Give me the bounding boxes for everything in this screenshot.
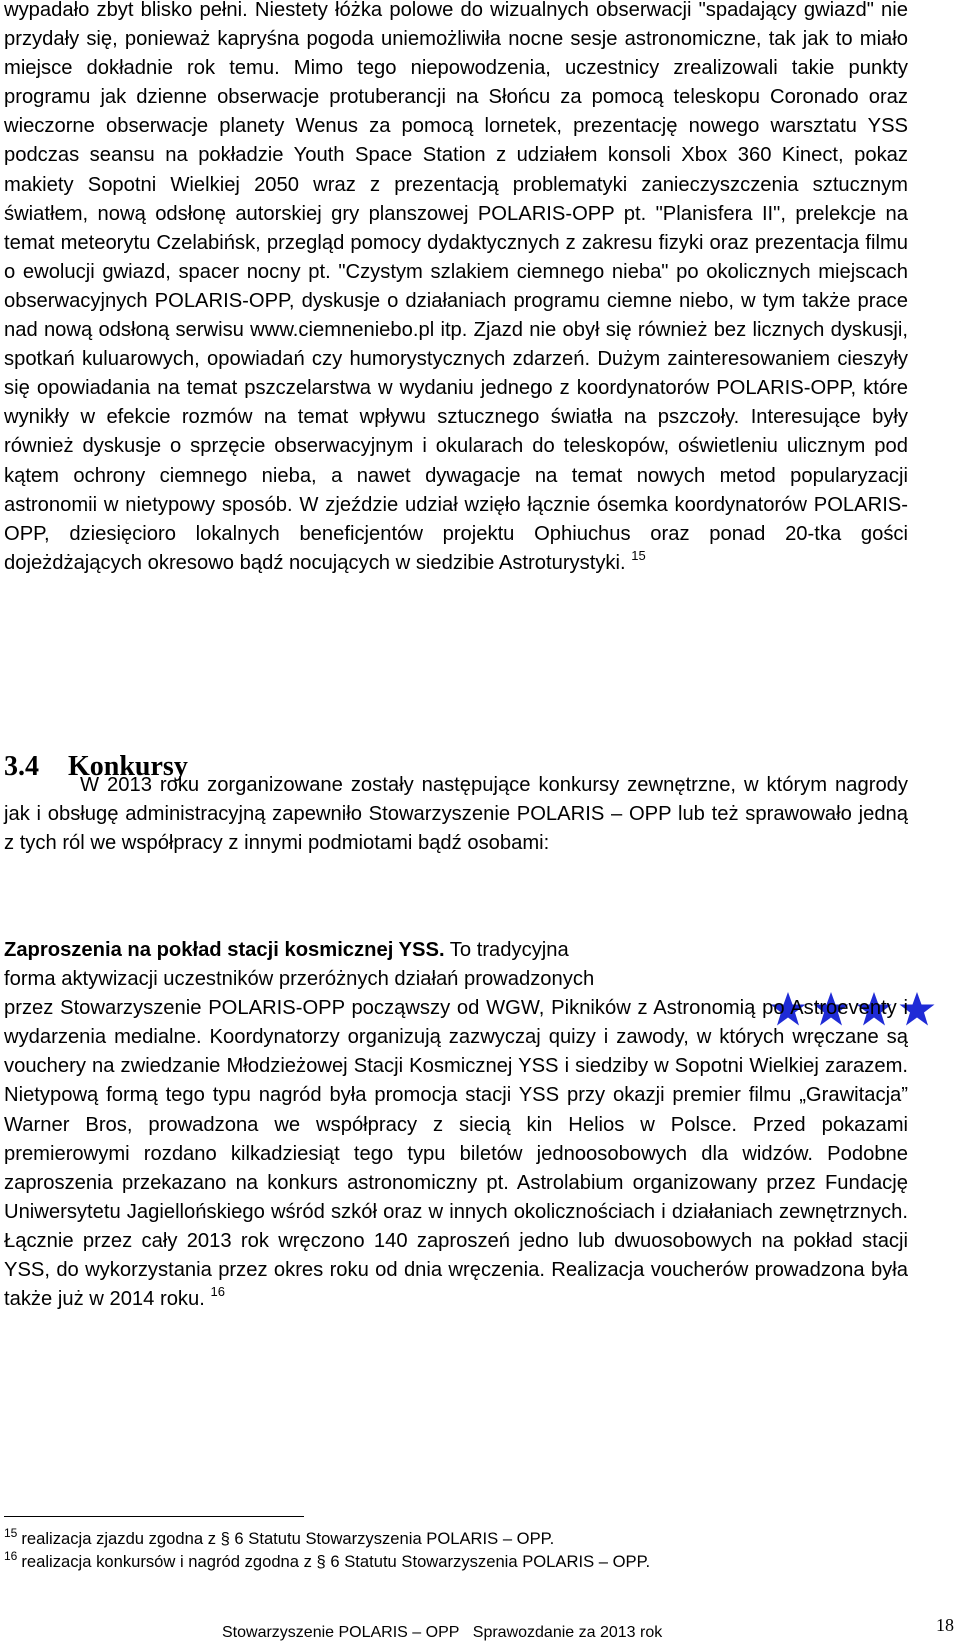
footnote-number: 16	[4, 1549, 18, 1563]
footnote-15	[4, 1528, 554, 1551]
footnote-separator	[4, 1516, 304, 1517]
paragraph-intro	[4, 771, 908, 858]
footnote-number: 15	[4, 1526, 18, 1540]
page-footer	[222, 1622, 662, 1644]
contest-text-line2: forma aktywizacji uczestników przeróżnych działań prowadzonych	[4, 968, 595, 991]
contest-text-rest: przez Stowarzyszenie POLARIS-OPP począwszy od WGW, Pikników z Astronomią po Astroeventy i wydarzenia medialne. Koordynatorzy organizują zazwyczaj quizy i zawody, w których wręczane są vouchery na zwiedzanie Młodzieżowej Stacji Kosmicznej YSS i siedziby w Sopotni Wielkiej zarazem. Nietypową formą tego typu nagród była promocja stacji YSS przy okazji premier filmu „Grawitacja” Warner Bros, prowadzona we współpracy z siecią kin Helios w Polsce. Przed pokazami premierowymi rozdano kilkadziesiąt tego typu biletów jednoosobowych dla widzów. Podobne zaproszenia przekazano na konkurs astronomiczny pt. Astrolabium organizowany przez Fundację Uniwersytetu Jagiellońskiego wśród szkół oraz w innych okolicznościach i działaniach zewnętrznych. Łącznie przez cały 2013 rok wręczono 140 zaproszeń jedno lub dwuosobowych na pokład stacji YSS, do wykorzystania przez okres roku od dnia wręczenia. Realizacja voucherów prowadzona była także już w 2014 roku.	[4, 997, 908, 1311]
contest-text-line1: To tradycyjna	[444, 939, 569, 961]
section-number: 3.4	[4, 751, 39, 782]
footnote-ref-16[interactable]: 16	[210, 1284, 225, 1300]
footer-report: Sprawozdanie za 2013 rok	[472, 1624, 663, 1641]
footnote-ref-15[interactable]: 15	[631, 547, 646, 563]
paragraph-contest	[4, 936, 908, 1314]
paragraph-intro-text: W 2013 roku zorganizowane zostały następujące konkursy zewnętrzne, w którym nagrody jak i obsługę administracyjną zapewniło Stowarzyszenie POLARIS – OPP lub też sprawowało jedną z tych ról we współpracy z innymi podmiotami bądź osobami:	[4, 774, 908, 855]
footnote-text: realizacja zjazdu zgodna z § 6 Statutu Stowarzyszenia POLARIS – OPP.	[21, 1529, 555, 1548]
page-number: 18	[936, 1615, 954, 1635]
footnote-16	[4, 1551, 650, 1574]
section-title: Konkursy	[68, 751, 188, 782]
footnote-text: realizacja konkursów i nagród zgodna z § 6 Statutu Stowarzyszenia POLARIS – OPP.	[21, 1552, 651, 1571]
footer-org: Stowarzyszenie POLARIS – OPP	[222, 1624, 460, 1641]
paragraph-zjazd-text: wypadało zbyt blisko pełni. Niestety łóżka polowe do wizualnych obserwacji "spadający gwiazd" nie przydały się, ponieważ kapryśna pogoda uniemożliwiła nocne sesje astronomiczne, tak jak to miało miejsce dokładnie rok temu. Mimo tego niepowodzenia, uczestnicy zrealizowali takie punkty programu jak dzienne obserwacje protuberancji na Słońcu za pomocą teleskopu Coronado oraz wieczorne obserwacje planety Wenus za pomocą lornetek, prezentację nowego warsztatu YSS podczas seansu na pokładzie Youth Space Station z udziałem konsoli Xbox 360 Kinect, pokaz makiety Sopotni Wielkiej 2050 wraz z prezentacją problematyki zanieczyszczenia sztucznym światłem, nową odsłonę autorskiej gry planszowej POLARIS-OPP pt. "Planisfera II", prelekcje na temat meteorytu Czelabińsk, przegląd pomocy dydaktycznych z zakresu fizyki oraz prezentacja filmu o ewolucji gwiazd, spacer nocny pt. "Czystym szlakiem ciemnego nieba" po okolicznych miejscach obserwacyjnych POLARIS-OPP, dyskusje o działaniach programu ciemne niebo, w tym także prace nad nową odsłoną serwisu www.ciemneniebo.pl itp. Zjazd nie obył się również bez licznych dyskusji, spotkań kuluarowych, opowiadań czy humorystycznych zdarzeń. Dużym zainteresowaniem cieszyły się opowiadania na temat pszczelarstwa w wydaniu jednego z koordynatorów POLARIS-OPP, które wynikły w efekcie rozmów na temat wpływu sztucznego światła na pszczoły. Interesujące były również dyskusje o sprzęcie obserwacyjnym i okularach do teleskopów, oświetleniu ulicznym pod kątem ochrony ciemnego nieba, a nawet dywagacje na temat nowych metod popularyzacji astronomii w nietypowy sposób. W zjeździe udział wzięło łącznie ósemka koordynatorów POLARIS-OPP, dziesięcioro lokalnych beneficjentów projektu Ophiuchus oraz ponad 20-tka gości dojeżdżających okresowo bądź nocujących w siedzibie Astroturystyki.	[4, 0, 908, 574]
paragraph-zjazd	[4, 0, 908, 578]
contest-title: Zaproszenia na pokład stacji kosmicznej YSS.	[4, 939, 445, 961]
